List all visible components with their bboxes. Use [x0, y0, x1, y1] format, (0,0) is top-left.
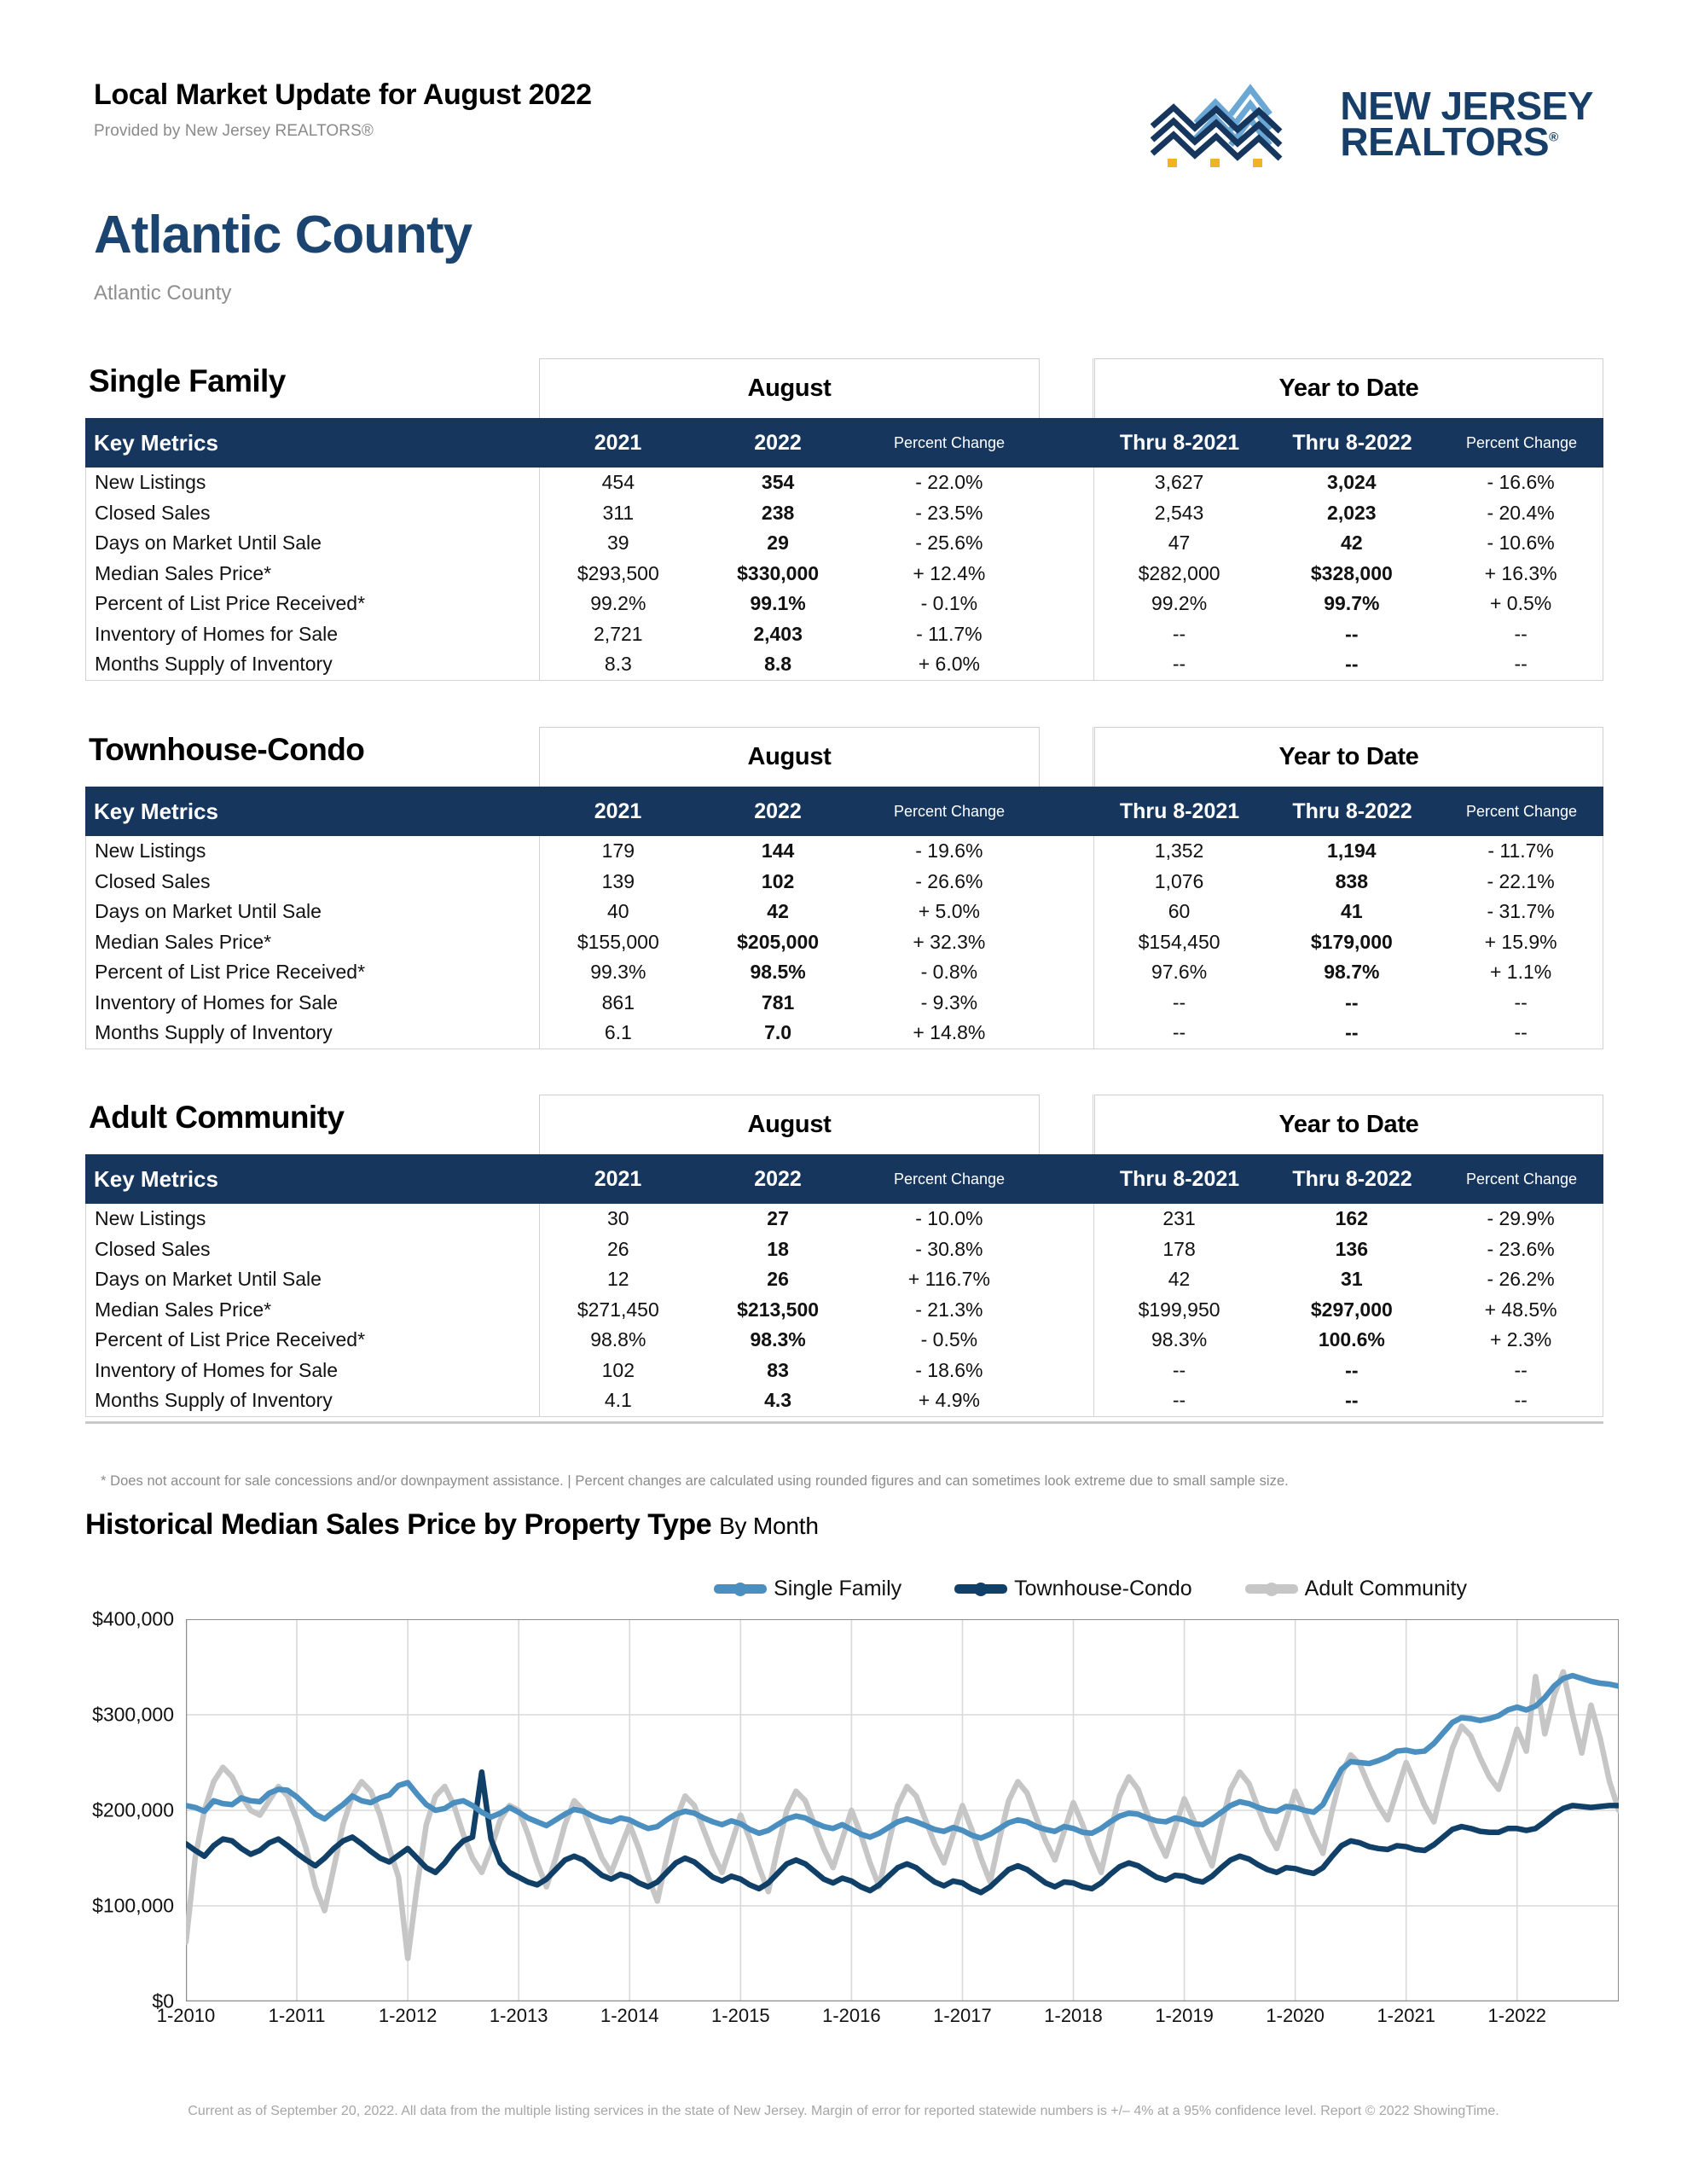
column-header-month-2021: 2021 [594, 430, 642, 455]
table-body [85, 836, 1603, 1049]
cell-month-2022: 27 [767, 1207, 789, 1230]
cell-ytd-2022: 3,024 [1327, 471, 1377, 494]
logo-wordmark [1340, 83, 1593, 164]
cell-ytd-2022: 100.6% [1318, 1328, 1385, 1351]
cell-month-2021: 6.1 [604, 1021, 632, 1044]
cell-ytd-2022: -- [1345, 1389, 1359, 1412]
logo-line-1: NEW JERSEY [1340, 83, 1593, 128]
cell-metric-label: Inventory of Homes for Sale [95, 622, 339, 645]
table-section-header [85, 1095, 1603, 1154]
cell-month-percent-change: + 32.3% [913, 930, 986, 953]
cell-ytd-2022: 98.7% [1324, 961, 1380, 984]
cell-metric-label: Closed Sales [95, 869, 211, 892]
legend-swatch-icon [954, 1584, 1007, 1594]
report-provider: Provided by New Jersey REALTORS® [94, 122, 374, 140]
table-column-header-row [85, 787, 1603, 836]
legend-item-townhouse-condo [954, 1577, 1191, 1601]
table-row [86, 468, 1603, 498]
period-header-month-label: August [747, 375, 832, 402]
logo-line-2-wrap [1340, 119, 1593, 164]
cell-month-2022: 99.1% [750, 592, 806, 615]
table-row [86, 559, 1603, 590]
cell-ytd-percent-change: -- [1514, 622, 1528, 645]
table-column-header-row [85, 418, 1603, 468]
cell-month-percent-change: + 12.4% [913, 561, 986, 584]
cell-metric-label: Percent of List Price Received* [95, 1328, 366, 1351]
cell-metric-label: Months Supply of Inventory [95, 1389, 333, 1412]
cell-ytd-2022: -- [1345, 622, 1359, 645]
cell-month-2022: $330,000 [737, 561, 820, 584]
cell-month-2022: $205,000 [737, 930, 820, 953]
table-row [86, 867, 1603, 897]
cell-ytd-percent-change: + 16.3% [1484, 561, 1557, 584]
cell-ytd-percent-change: -- [1514, 653, 1528, 676]
table-section-title: Townhouse-Condo [89, 732, 365, 767]
cell-month-percent-change: - 22.0% [915, 471, 983, 494]
cell-month-2022: 42 [767, 900, 789, 923]
cell-month-percent-change: + 116.7% [907, 1268, 990, 1291]
cell-ytd-2022: 99.7% [1324, 592, 1380, 615]
table-body [85, 468, 1603, 681]
column-header-key-metrics: Key Metrics [94, 798, 218, 824]
cell-month-percent-change: - 30.8% [915, 1237, 983, 1260]
table-row [86, 957, 1603, 988]
cell-month-2021: 861 [601, 990, 635, 1014]
table-row [86, 589, 1603, 619]
cell-month-2021: $293,500 [577, 561, 659, 584]
chart-x-tick-label: 1-2013 [489, 2005, 548, 2026]
period-header-ytd-label: Year to Date [1278, 743, 1419, 770]
cell-month-percent-change: - 23.5% [915, 501, 983, 524]
chart-x-tick-label: 1-2016 [822, 2005, 881, 2026]
cell-metric-label: Days on Market Until Sale [95, 531, 322, 555]
cell-ytd-2022: $179,000 [1310, 930, 1393, 953]
market-table-townhouse-condo [85, 727, 1603, 1049]
period-header-ytd-label: Year to Date [1278, 1111, 1419, 1138]
legend-item-single-family [714, 1577, 901, 1601]
cell-ytd-percent-change: - 29.9% [1487, 1207, 1555, 1230]
cell-month-2021: 12 [607, 1268, 629, 1291]
cell-month-2022: 781 [761, 990, 795, 1014]
market-table-single-family [85, 358, 1603, 681]
cell-metric-label: New Listings [95, 1207, 206, 1230]
table-column-header-row [85, 1154, 1603, 1204]
cell-ytd-2022: 31 [1341, 1268, 1363, 1291]
cell-month-2021: 99.3% [590, 961, 646, 984]
legend-label: Townhouse-Condo [1014, 1577, 1192, 1600]
chart-x-tick-label: 1-2014 [600, 2005, 659, 2026]
cell-ytd-2021: -- [1172, 990, 1186, 1014]
cell-ytd-2021: -- [1172, 1358, 1186, 1381]
cell-ytd-2022: $297,000 [1310, 1298, 1393, 1321]
column-header-month-2022: 2022 [754, 799, 802, 823]
column-header-month-2022: 2022 [754, 1166, 802, 1191]
period-header-ytd-label: Year to Date [1278, 375, 1419, 402]
cell-ytd-percent-change: + 15.9% [1484, 930, 1557, 953]
cell-month-2022: 4.3 [764, 1389, 792, 1412]
cell-ytd-2022: -- [1345, 990, 1359, 1014]
table-column-divider [1093, 836, 1094, 1048]
legend-swatch-icon [714, 1584, 767, 1594]
cell-ytd-2021: 99.2% [1151, 592, 1208, 615]
cell-ytd-2021: 3,627 [1154, 471, 1204, 494]
cell-metric-label: Days on Market Until Sale [95, 1268, 322, 1291]
column-header-ytd-2022: Thru 8-2022 [1292, 1166, 1412, 1191]
chart-x-tick-label: 1-2015 [711, 2005, 770, 2026]
cell-month-2022: 7.0 [764, 1021, 792, 1044]
chart-title-main: Historical Median Sales Price by Property Type [85, 1508, 712, 1541]
legend-item-adult-community [1245, 1577, 1467, 1601]
cell-metric-label: Inventory of Homes for Sale [95, 990, 339, 1014]
cell-ytd-2021: $282,000 [1138, 561, 1220, 584]
column-header-ytd-2022: Thru 8-2022 [1292, 799, 1412, 823]
table-row [86, 927, 1603, 958]
cell-month-percent-change: + 4.9% [918, 1389, 980, 1412]
header-text-block [94, 75, 592, 141]
cell-ytd-2021: 2,543 [1154, 501, 1204, 524]
cell-ytd-percent-change: - 16.6% [1487, 471, 1555, 494]
cell-ytd-percent-change: - 22.1% [1487, 869, 1555, 892]
period-header-month-label: August [747, 1111, 832, 1138]
cell-month-percent-change: - 0.1% [920, 592, 978, 615]
cell-ytd-percent-change: + 2.3% [1489, 1328, 1552, 1351]
column-header-ytd-2022: Thru 8-2022 [1292, 430, 1412, 455]
table-row [86, 649, 1603, 680]
period-header-ytd [1094, 358, 1603, 418]
page-title: Atlantic County [94, 206, 472, 264]
cell-ytd-percent-change: - 23.6% [1487, 1237, 1555, 1260]
cell-month-percent-change: - 21.3% [915, 1298, 983, 1321]
cell-month-2022: 98.5% [750, 961, 806, 984]
chart-y-tick-label: $300,000 [92, 1703, 174, 1726]
cell-metric-label: Median Sales Price* [95, 930, 272, 953]
table-row [86, 1356, 1603, 1386]
cell-month-2022: 18 [767, 1237, 789, 1260]
table-body [85, 1204, 1603, 1417]
cell-ytd-2022: -- [1345, 653, 1359, 676]
chart-y-tick-label: $400,000 [92, 1607, 174, 1630]
cell-metric-label: Days on Market Until Sale [95, 900, 322, 923]
table-column-divider [539, 468, 540, 680]
nj-realtors-logo [1145, 77, 1593, 171]
cell-metric-label: Percent of List Price Received* [95, 961, 366, 984]
cell-month-percent-change: - 18.6% [915, 1358, 983, 1381]
table-row [86, 498, 1603, 529]
table-column-divider [539, 1204, 540, 1416]
cell-month-percent-change: - 0.8% [920, 961, 978, 984]
report-title: Local Market Update for August 2022 [94, 78, 592, 111]
cell-month-2021: 30 [607, 1207, 629, 1230]
cell-ytd-2022: -- [1345, 1021, 1359, 1044]
cell-month-2021: 8.3 [604, 653, 632, 676]
cell-month-2021: 102 [601, 1358, 635, 1381]
logo-line-2: REALTORS [1340, 119, 1550, 164]
table-section-title: Single Family [89, 363, 286, 398]
column-header-ytd-percent-change: Percent Change [1465, 802, 1578, 820]
column-header-ytd-2021: Thru 8-2021 [1119, 799, 1240, 823]
chart-x-tick-label: 1-2012 [378, 2005, 438, 2026]
cell-ytd-2022: 136 [1335, 1237, 1369, 1260]
table-row [86, 1385, 1603, 1416]
cell-ytd-percent-change: + 1.1% [1489, 961, 1552, 984]
chart-title-sub: By Month [719, 1513, 819, 1539]
cell-month-2022: $213,500 [737, 1298, 820, 1321]
cell-month-2022: 238 [761, 501, 795, 524]
cell-month-percent-change: - 9.3% [920, 990, 978, 1014]
table-row [86, 1295, 1603, 1326]
column-header-month-2021: 2021 [594, 1166, 642, 1191]
cell-ytd-2022: 41 [1341, 900, 1363, 923]
page-footer: Current as of September 20, 2022. All data from the multiple listing services in the state of New Jersey. Margin of error for reported statewide numbers is +/– 4% at a 95% confidence level. Report © 2022 ShowingTime. [188, 2104, 1499, 2118]
cell-ytd-2021: $154,450 [1138, 930, 1220, 953]
chart-y-tick-label: $0 [152, 1989, 174, 2013]
page-header [94, 75, 1593, 171]
cell-ytd-2022: 838 [1335, 869, 1369, 892]
cell-month-2021: $271,450 [577, 1298, 659, 1321]
cell-ytd-2021: 1,076 [1154, 869, 1204, 892]
market-table-adult-community [85, 1095, 1603, 1417]
cell-month-2021: 454 [601, 471, 635, 494]
cell-month-2021: 311 [602, 501, 635, 524]
cell-metric-label: Months Supply of Inventory [95, 653, 333, 676]
chart-x-tick-label: 1-2018 [1044, 2005, 1103, 2026]
chart-legend [0, 1577, 1569, 1601]
cell-month-2022: 26 [767, 1268, 789, 1291]
cell-month-2022: 83 [767, 1358, 789, 1381]
cell-ytd-percent-change: -- [1514, 1358, 1528, 1381]
nj-realtors-chevron-icon [1145, 77, 1325, 171]
chart-series-svg [186, 1619, 1619, 2001]
period-header-ytd [1094, 1095, 1603, 1154]
column-header-key-metrics: Key Metrics [94, 429, 218, 456]
cell-month-2022: 8.8 [764, 653, 792, 676]
cell-metric-label: Closed Sales [95, 501, 211, 524]
table-row [86, 1234, 1603, 1265]
column-header-month-percent-change: Percent Change [893, 1170, 1006, 1188]
table-row [86, 897, 1603, 927]
cell-ytd-2022: 2,023 [1327, 501, 1377, 524]
chart-x-tick-label: 1-2022 [1487, 2005, 1547, 2026]
chart-line-single-family [186, 1676, 1619, 1838]
cell-ytd-percent-change: -- [1514, 1389, 1528, 1412]
table-section-header [85, 358, 1603, 418]
cell-month-2021: 40 [607, 900, 629, 923]
table-row [86, 528, 1603, 559]
table-row [86, 1264, 1603, 1295]
cell-ytd-2021: 42 [1168, 1268, 1191, 1291]
cell-metric-label: New Listings [95, 839, 206, 863]
cell-ytd-2022: $328,000 [1310, 561, 1393, 584]
cell-ytd-percent-change: - 20.4% [1487, 501, 1555, 524]
cell-month-percent-change: - 25.6% [915, 531, 983, 555]
chart-y-tick-label: $100,000 [92, 1894, 174, 1917]
cell-month-percent-change: + 14.8% [913, 1021, 986, 1044]
table-row [86, 1325, 1603, 1356]
period-header-ytd [1094, 727, 1603, 787]
cell-metric-label: Percent of List Price Received* [95, 592, 366, 615]
cell-month-2022: 2,403 [753, 622, 803, 645]
cell-month-2021: 99.2% [590, 592, 646, 615]
cell-month-percent-change: - 0.5% [920, 1328, 978, 1351]
cell-ytd-percent-change: - 10.6% [1487, 531, 1555, 555]
column-header-month-percent-change: Percent Change [893, 802, 1006, 820]
cell-month-2021: 39 [607, 531, 629, 555]
column-header-month-percent-change: Percent Change [893, 433, 1006, 451]
table-row [86, 1204, 1603, 1234]
chart-x-tick-label: 1-2019 [1155, 2005, 1214, 2026]
tables-footnote: * Does not account for sale concessions and/or downpayment assistance. | Percent changes are calculated using rounded figures and can sometimes look extreme due to small sample size. [101, 1473, 1289, 1489]
cell-month-percent-change: + 5.0% [918, 900, 980, 923]
cell-month-2021: 2,721 [594, 622, 643, 645]
chart-y-tick-label: $200,000 [92, 1798, 174, 1821]
column-header-key-metrics: Key Metrics [94, 1165, 218, 1192]
table-column-divider [1093, 468, 1094, 680]
cell-metric-label: Median Sales Price* [95, 561, 272, 584]
legend-swatch-icon [1245, 1584, 1298, 1594]
cell-ytd-2021: -- [1172, 1021, 1186, 1044]
period-header-month [539, 1095, 1040, 1154]
cell-ytd-2021: 60 [1168, 900, 1191, 923]
cell-metric-label: Closed Sales [95, 1237, 211, 1260]
cell-ytd-percent-change: -- [1514, 990, 1528, 1014]
cell-month-2021: 98.8% [590, 1328, 646, 1351]
table-row [86, 836, 1603, 867]
period-header-month [539, 727, 1040, 787]
cell-month-2022: 102 [761, 869, 795, 892]
cell-metric-label: Median Sales Price* [95, 1298, 272, 1321]
chart-x-tick-label: 1-2021 [1377, 2005, 1435, 2026]
cell-month-2022: 29 [767, 531, 789, 555]
legend-label: Single Family [774, 1577, 902, 1600]
cell-ytd-2021: -- [1172, 653, 1186, 676]
chart-x-tick-label: 1-2017 [933, 2005, 992, 2026]
cell-ytd-percent-change: - 11.7% [1487, 839, 1554, 863]
cell-month-2021: $155,000 [577, 930, 659, 953]
cell-month-percent-change: - 11.7% [916, 622, 983, 645]
period-header-month-label: August [747, 743, 832, 770]
period-header-month [539, 358, 1040, 418]
cell-ytd-percent-change: - 26.2% [1487, 1268, 1555, 1291]
cell-ytd-percent-change: + 0.5% [1489, 592, 1552, 615]
logo-accent-square [1253, 159, 1262, 167]
cell-ytd-2021: 98.3% [1151, 1328, 1208, 1351]
cell-month-2021: 179 [601, 839, 635, 863]
table-column-divider [539, 836, 540, 1048]
cell-ytd-percent-change: + 48.5% [1484, 1298, 1557, 1321]
cell-ytd-2021: 231 [1162, 1207, 1196, 1230]
cell-month-2021: 139 [601, 869, 635, 892]
logo-registered-mark: ® [1549, 130, 1558, 145]
cell-ytd-2021: $199,950 [1138, 1298, 1220, 1321]
cell-ytd-2021: 47 [1168, 531, 1191, 555]
cell-ytd-2021: 1,352 [1154, 839, 1204, 863]
chart-x-tick-label: 1-2010 [156, 2005, 216, 2026]
cell-metric-label: New Listings [95, 471, 206, 494]
cell-month-2022: 98.3% [750, 1328, 806, 1351]
cell-month-percent-change: - 19.6% [915, 839, 983, 863]
cell-ytd-percent-change: - 31.7% [1487, 900, 1555, 923]
column-header-ytd-2021: Thru 8-2021 [1119, 430, 1240, 455]
chart-x-tick-label: 1-2011 [268, 2005, 326, 2026]
historical-median-price-chart [85, 1604, 1620, 2082]
chart-plot-area [186, 1619, 1619, 2001]
column-header-ytd-percent-change: Percent Change [1465, 433, 1578, 451]
cell-ytd-2022: 42 [1341, 531, 1363, 555]
cell-month-percent-change: - 10.0% [915, 1207, 983, 1230]
cell-month-2021: 4.1 [604, 1389, 632, 1412]
cell-month-2021: 26 [607, 1237, 629, 1260]
legend-label: Adult Community [1304, 1577, 1467, 1600]
cell-metric-label: Inventory of Homes for Sale [95, 1358, 339, 1381]
column-header-month-2022: 2022 [754, 430, 802, 455]
logo-accent-square [1210, 159, 1220, 167]
section-bottom-rule [85, 1421, 1603, 1424]
cell-ytd-2021: -- [1172, 1389, 1186, 1412]
cell-metric-label: Months Supply of Inventory [95, 1021, 333, 1044]
cell-ytd-2022: 162 [1335, 1207, 1369, 1230]
table-section-title: Adult Community [89, 1100, 345, 1135]
cell-month-percent-change: - 26.6% [915, 869, 983, 892]
table-row [86, 1018, 1603, 1048]
cell-ytd-2022: 1,194 [1327, 839, 1377, 863]
table-row [86, 619, 1603, 650]
table-column-divider [1093, 1204, 1094, 1416]
chart-title [85, 1508, 819, 1542]
cell-month-2022: 144 [761, 839, 795, 863]
cell-ytd-2021: 178 [1162, 1237, 1196, 1260]
table-row [86, 988, 1603, 1019]
cell-ytd-percent-change: -- [1514, 1021, 1528, 1044]
logo-accent-square [1168, 159, 1177, 167]
cell-ytd-2021: -- [1172, 622, 1186, 645]
cell-month-percent-change: + 6.0% [918, 653, 980, 676]
column-header-ytd-percent-change: Percent Change [1465, 1170, 1578, 1188]
cell-month-2022: 354 [761, 471, 795, 494]
chart-x-tick-label: 1-2020 [1266, 2005, 1325, 2026]
table-section-header [85, 727, 1603, 787]
column-header-month-2021: 2021 [594, 799, 642, 823]
cell-ytd-2022: -- [1345, 1358, 1359, 1381]
page-subtitle: Atlantic County [94, 282, 232, 305]
column-header-ytd-2021: Thru 8-2021 [1119, 1166, 1240, 1191]
cell-ytd-2021: 97.6% [1151, 961, 1208, 984]
